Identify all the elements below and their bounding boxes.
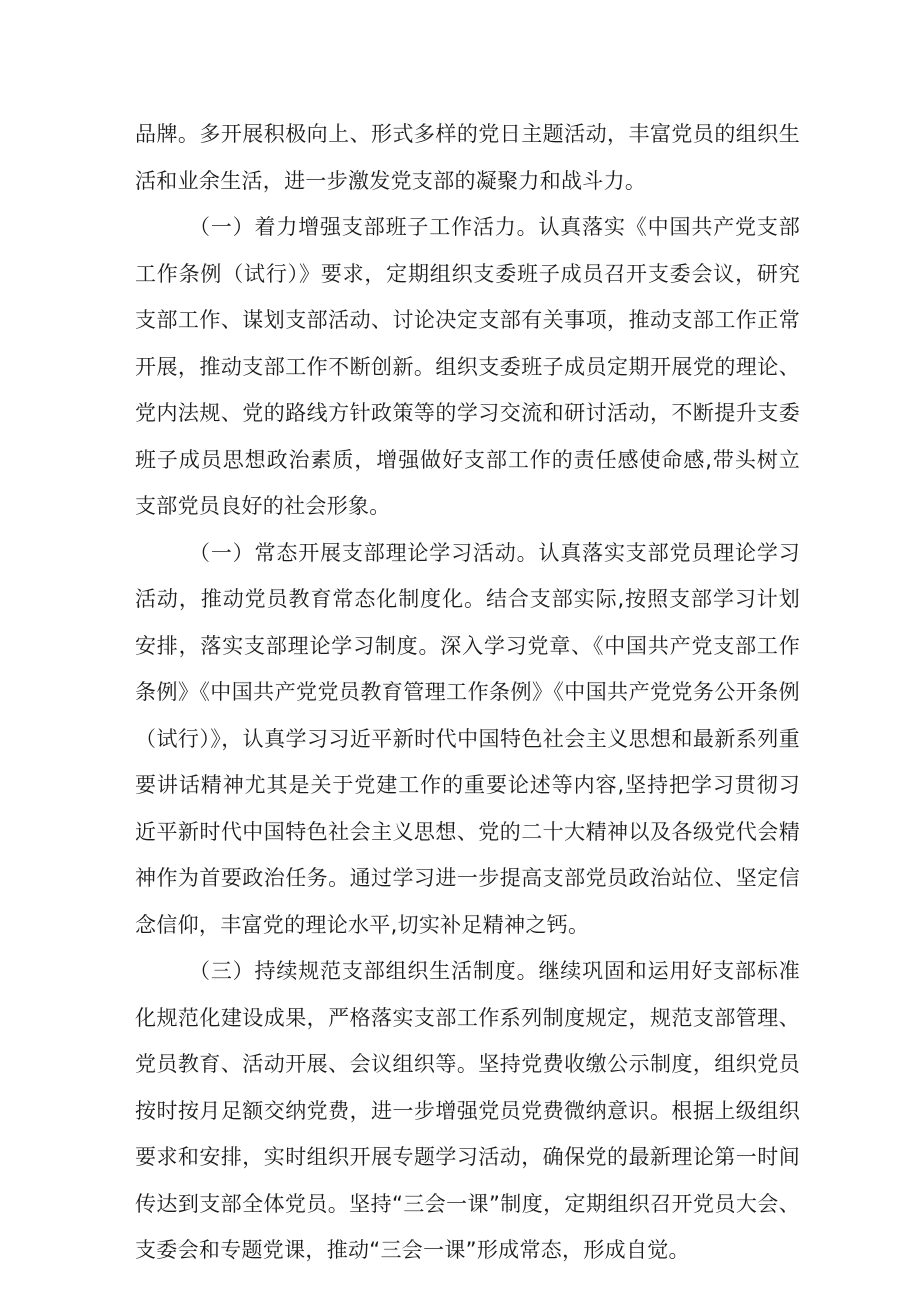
paragraph-committee-vitality: （一）着力增强支部班子工作活力。认真落实《中国共产党支部工作条例（试行）》要求，定期组织支委班子成员召开支委会议，研究支部工作、谋划支部活动、讨论决定支部有关事项，推动支部工作正常开展，推动支部工作不断创新。组织支委班子成员定期开展党的理论、党内法规、党的路线方针政策等的学习交流和研讨活动，不断提升支委班子成员思想政治素质，增强做好支部工作的责任感使命感,带头树立支部党员良好的社会形象。 [135, 215, 800, 518]
paragraph-theory-study: （一）常态开展支部理论学习活动。认真落实支部党员理论学习活动，推动党员教育常态化制度化。结合支部实际,按照支部学习计划安排，落实支部理论学习制度。深入学习党章、《中国共产党支部工作条例》《中国共产党党员教育管理工作条例》《中国共产党党务公开条例（试行）》，认真学习习近平新时代中国特色社会主义思想和最新系列重要讲话精神尤其是关于党建工作的重要论述等内容,坚持把学习贯彻习近平新时代中国特色社会主义思想、党的二十大精神以及各级党代会精神作为首要政治任务。通过学习进一步提高支部党员政治站位、坚定信念信仰，丰富党的理论水平,切实补足精神之钙。 [135, 540, 800, 937]
paragraph-continuation: 品牌。多开展积极向上、形式多样的党日主题活动，丰富党员的组织生活和业余生活，进一步激发党支部的凝聚力和战斗力。 [135, 122, 800, 193]
paragraph-organization-life: （三）持续规范支部组织生活制度。继续巩固和运用好支部标准化规范化建设成果，严格落实支部工作系列制度规定，规范支部管理、党员教育、活动开展、会议组织等。坚持党费收缴公示制度，组织党员按时按月足额交纳党费，进一步增强党员党费微纳意识。根据上级组织要求和安排，实时组织开展专题学习活动，确保党的最新理论第一时间传达到支部全体党员。坚持“三会一课”制度，定期组织召开党员大会、支委会和专题党课，推动“三会一课”形成常态，形成自觉。 [135, 959, 800, 1262]
